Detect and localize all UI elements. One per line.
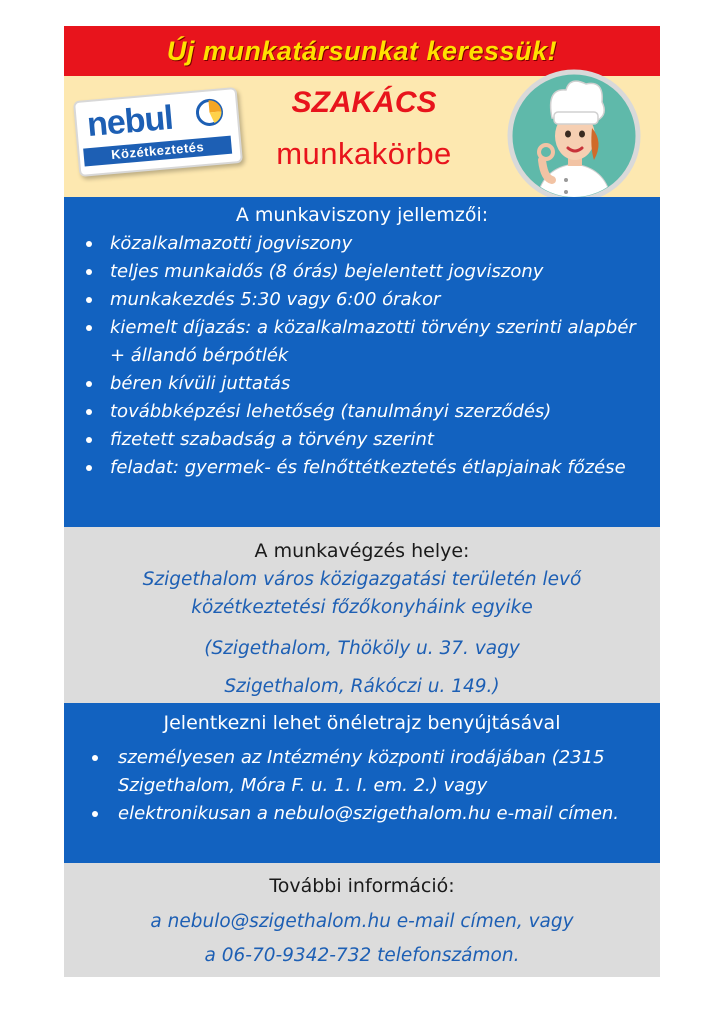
apply-heading: Jelentkezni lehet önéletrajz benyújtásával <box>163 712 561 734</box>
apply-list <box>64 744 660 828</box>
info-phone-line: a 06-70-9342-732 telefonszámon. <box>204 945 520 966</box>
list-item: kiemelt díjazás: a közalkalmazotti törvény szerinti alapbér + állandó bérpótlék <box>64 314 660 370</box>
chef-illustration <box>506 68 642 204</box>
list-item: teljes munkaidős (8 órás) bejelentett jogviszony <box>64 258 660 286</box>
workplace-description: Szigethalom város közigazgatási területén levő <box>142 569 582 590</box>
info-heading: További információ: <box>269 875 455 897</box>
info-email[interactable]: nebulo@szigethalom.hu <box>167 911 391 932</box>
logo-word: nebul <box>85 98 175 145</box>
info-section <box>64 863 660 977</box>
workplace-description: közétkeztetési főzőkonyháink egyike <box>191 597 533 618</box>
nebulo-logo <box>73 87 243 177</box>
workplace-section <box>64 527 660 703</box>
list-item: fizetett szabadság a törvény szerint <box>64 426 660 454</box>
position-subtitle: munkakörbe <box>276 136 452 171</box>
employment-section <box>64 197 660 527</box>
job-poster <box>64 26 660 977</box>
headline-text: Új munkatársunkat keressük! <box>166 35 558 66</box>
logo-subtitle: Közétkeztetés <box>83 136 232 167</box>
poster-header <box>64 76 660 197</box>
workplace-address: Szigethalom, Rákóczi u. 149.) <box>224 676 500 697</box>
info-phone[interactable]: 06-70-9342-732 <box>221 945 372 966</box>
list-item: közalkalmazotti jogviszony <box>64 230 660 258</box>
info-email-line: a nebulo@szigethalom.hu e-mail címen, vagy <box>150 911 574 932</box>
apply-section <box>64 703 660 863</box>
list-item: béren kívüli juttatás <box>64 370 660 398</box>
list-item: személyesen az Intézmény központi irodájában (2315 Szigethalom, Móra F. u. 1. I. em. 2.) vagy <box>64 744 660 800</box>
list-item: továbbképzési lehetőség (tanulmányi szerződés) <box>64 398 660 426</box>
position-title: SZAKÁCS <box>291 86 437 119</box>
list-item: feladat: gyermek- és felnőttétkeztetés étlapjainak főzése <box>64 454 660 482</box>
logo-pie-icon <box>193 96 226 129</box>
workplace-address: (Szigethalom, Thököly u. 37. vagy <box>204 638 520 659</box>
employment-list <box>64 230 660 482</box>
employment-heading: A munkaviszony jellemzői: <box>235 204 489 226</box>
list-item: munkakezdés 5:30 vagy 6:00 órakor <box>64 286 660 314</box>
list-item: elektronikusan a nebulo@szigethalom.hu e-mail címen. <box>64 800 660 828</box>
workplace-heading: A munkavégzés helye: <box>254 540 470 562</box>
